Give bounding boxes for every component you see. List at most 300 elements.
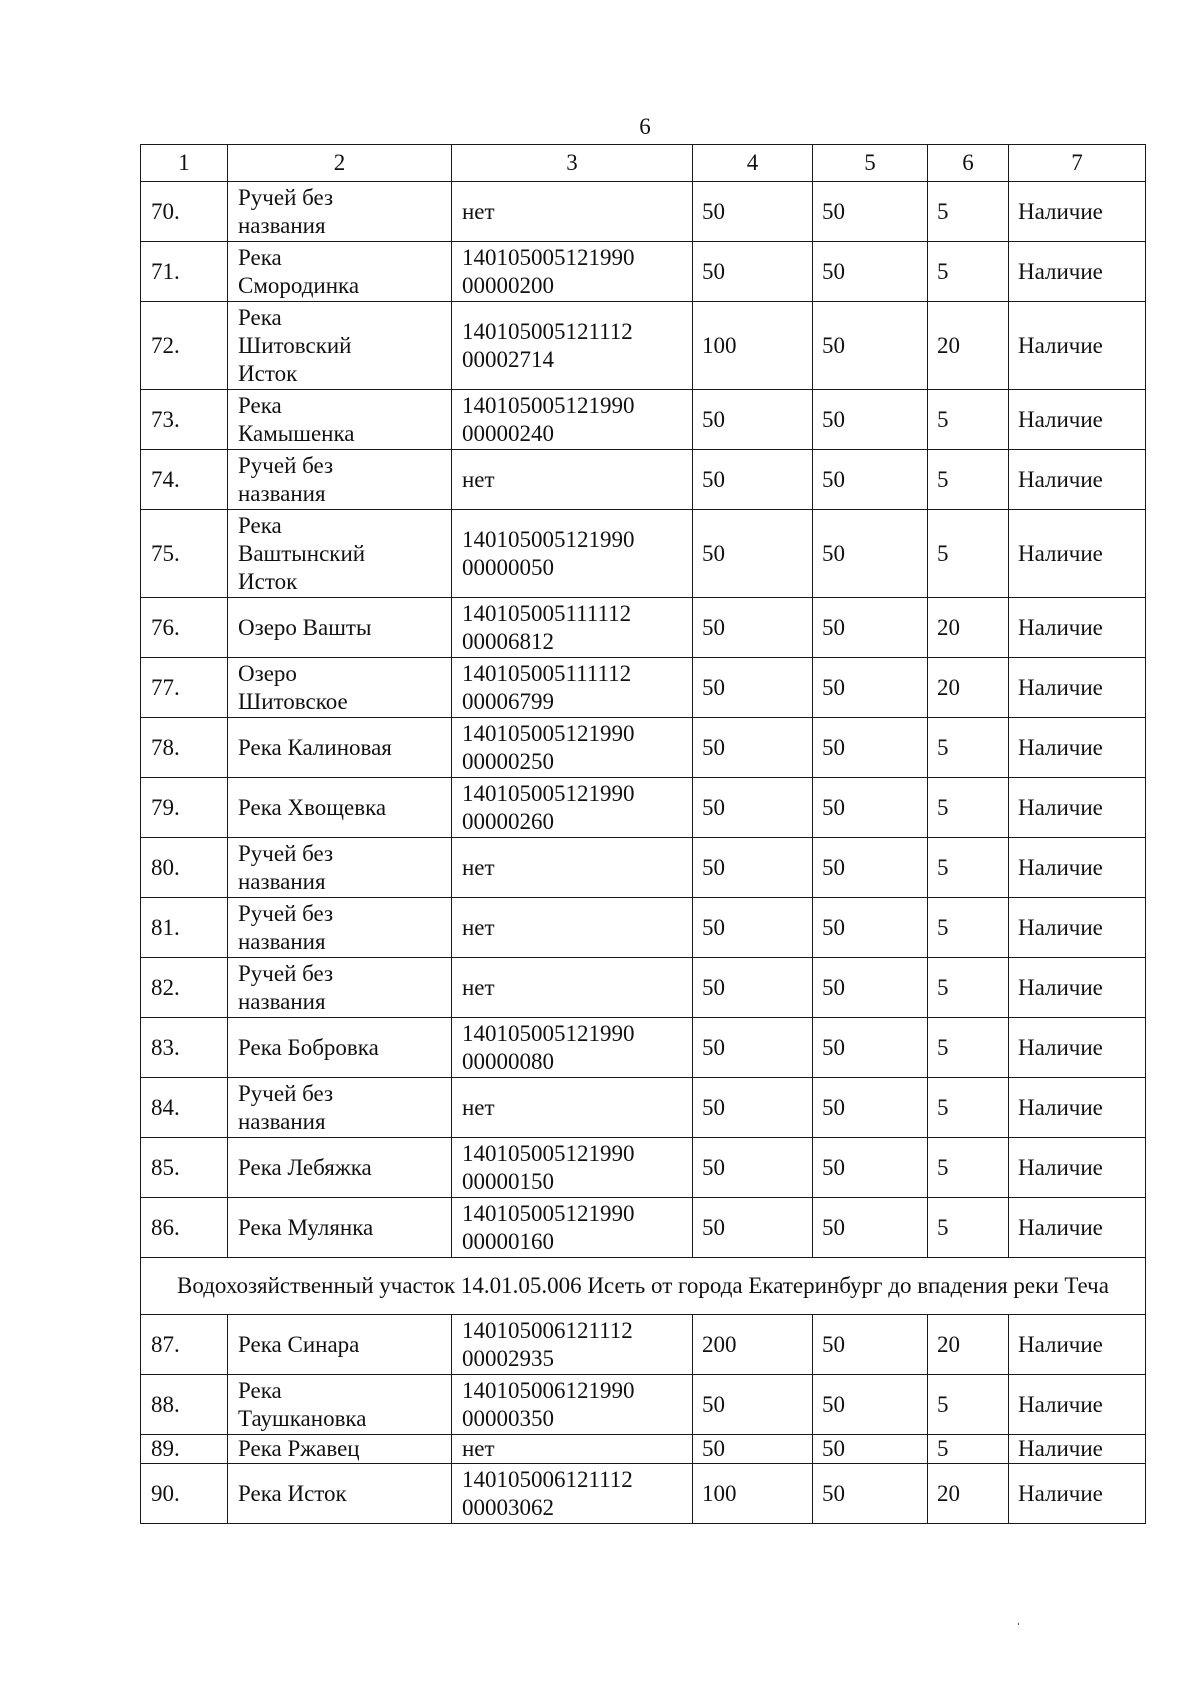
registry-code: нет <box>462 198 495 224</box>
water-body-name: Река Мулянка <box>238 1214 374 1240</box>
column-5-value: 50 <box>822 466 845 492</box>
water-body-name: Ручей без названия <box>238 452 334 506</box>
table-row <box>141 598 1146 658</box>
water-body-name: Река Камышенка <box>238 392 355 446</box>
column-4-value: 50 <box>702 614 725 640</box>
presence-status: Наличие <box>1018 1436 1103 1461</box>
registry-code-cell <box>452 1435 693 1464</box>
presence-status: Наличие <box>1018 1094 1103 1120</box>
column-6-value-cell <box>928 1198 1009 1258</box>
presence-status: Наличие <box>1018 406 1103 432</box>
registry-code: нет <box>462 466 495 492</box>
column-4-value-cell <box>693 1315 813 1375</box>
column-4-value-cell <box>693 598 813 658</box>
presence-status-cell <box>1009 302 1146 390</box>
row-number-cell <box>141 182 228 242</box>
table-row <box>141 510 1146 598</box>
row-number: 71. <box>151 258 180 284</box>
column-header: 4 <box>693 145 813 182</box>
column-4-value: 50 <box>702 1094 725 1120</box>
column-4-value-cell <box>693 898 813 958</box>
column-5-value: 50 <box>822 1214 845 1240</box>
column-6-value: 5 <box>937 466 949 492</box>
registry-code-cell <box>452 1018 693 1078</box>
column-5-value-cell <box>813 1464 928 1524</box>
table-row <box>141 390 1146 450</box>
water-body-name: Река Ржавец <box>238 1436 360 1461</box>
table-row <box>141 182 1146 242</box>
column-4-value: 100 <box>702 332 737 358</box>
table-row <box>141 718 1146 778</box>
row-number-cell <box>141 598 228 658</box>
registry-code-cell <box>452 390 693 450</box>
column-6-value-cell <box>928 1138 1009 1198</box>
presence-status: Наличие <box>1018 1214 1103 1240</box>
presence-status-cell <box>1009 1315 1146 1375</box>
column-5-value-cell <box>813 302 928 390</box>
registry-code-cell <box>452 242 693 302</box>
water-body-name-cell <box>228 1138 452 1198</box>
column-6-value: 5 <box>937 914 949 940</box>
row-number: 73. <box>151 406 180 432</box>
water-body-name-cell <box>228 1198 452 1258</box>
registry-code-cell <box>452 182 693 242</box>
water-body-name: Река Ваштынский Исток <box>238 512 366 594</box>
column-4-value: 50 <box>702 734 725 760</box>
column-5-value: 50 <box>822 1331 845 1357</box>
row-number-cell <box>141 658 228 718</box>
presence-status-cell <box>1009 242 1146 302</box>
column-6-value-cell <box>928 958 1009 1018</box>
row-number-cell <box>141 1198 228 1258</box>
row-number-cell <box>141 1375 228 1435</box>
column-6-value-cell <box>928 658 1009 718</box>
water-body-name-cell <box>228 658 452 718</box>
registry-code: 140105006121112 00002935 <box>462 1317 633 1371</box>
registry-code: 140105005121990 00000080 <box>462 1020 635 1074</box>
registry-code: 140105005121112 00002714 <box>462 318 633 372</box>
column-4-value-cell <box>693 1435 813 1464</box>
row-number: 88. <box>151 1391 180 1417</box>
table-row <box>141 838 1146 898</box>
registry-code: 140105005121990 00000160 <box>462 1200 635 1254</box>
column-6-value: 20 <box>937 1480 960 1506</box>
column-6-value: 5 <box>937 1391 949 1417</box>
presence-status-cell <box>1009 390 1146 450</box>
column-6-value-cell <box>928 450 1009 510</box>
water-body-name-cell <box>228 1315 452 1375</box>
row-number-cell <box>141 838 228 898</box>
presence-status: Наличие <box>1018 258 1103 284</box>
column-5-value-cell <box>813 838 928 898</box>
page-number: 6 <box>639 114 651 139</box>
row-number: 78. <box>151 734 180 760</box>
presence-status-cell <box>1009 838 1146 898</box>
column-6-value-cell <box>928 510 1009 598</box>
column-5-value-cell <box>813 658 928 718</box>
water-body-name-cell <box>228 390 452 450</box>
water-bodies-table <box>140 144 1146 1524</box>
column-6-value-cell <box>928 302 1009 390</box>
column-header: 7 <box>1009 145 1146 182</box>
row-number-cell <box>141 390 228 450</box>
table-row <box>141 302 1146 390</box>
column-6-value-cell <box>928 598 1009 658</box>
water-body-name-cell <box>228 1078 452 1138</box>
row-number: 84. <box>151 1094 180 1120</box>
row-number: 70. <box>151 198 180 224</box>
row-number: 76. <box>151 614 180 640</box>
column-5-value: 50 <box>822 614 845 640</box>
column-5-value: 50 <box>822 406 845 432</box>
column-5-value: 50 <box>822 540 845 566</box>
registry-code: нет <box>462 1436 495 1461</box>
presence-status: Наличие <box>1018 914 1103 940</box>
column-5-value: 50 <box>822 914 845 940</box>
water-body-name-cell <box>228 242 452 302</box>
water-body-name: Озеро Вашты <box>238 614 372 640</box>
column-6-value: 5 <box>937 1436 949 1461</box>
column-4-value-cell <box>693 1375 813 1435</box>
registry-code-cell <box>452 1315 693 1375</box>
presence-status-cell <box>1009 1078 1146 1138</box>
water-body-name: Озеро Шитовское <box>238 660 348 714</box>
presence-status: Наличие <box>1018 854 1103 880</box>
registry-code-cell <box>452 1198 693 1258</box>
column-5-value-cell <box>813 182 928 242</box>
column-6-value-cell <box>928 242 1009 302</box>
presence-status: Наличие <box>1018 614 1103 640</box>
presence-status-cell <box>1009 1375 1146 1435</box>
column-5-value-cell <box>813 1435 928 1464</box>
column-6-value: 5 <box>937 1094 949 1120</box>
column-6-value: 5 <box>937 540 949 566</box>
column-4-value: 50 <box>702 1391 725 1417</box>
column-5-value-cell <box>813 1078 928 1138</box>
registry-code: 140105005111112 00006812 <box>462 600 632 654</box>
column-6-value-cell <box>928 718 1009 778</box>
water-body-name: Ручей без названия <box>238 900 334 954</box>
presence-status-cell <box>1009 718 1146 778</box>
column-5-value-cell <box>813 718 928 778</box>
table-row <box>141 1078 1146 1138</box>
column-6-value: 5 <box>937 974 949 1000</box>
registry-code-cell <box>452 658 693 718</box>
row-number-cell <box>141 718 228 778</box>
registry-code: нет <box>462 974 495 1000</box>
registry-code-cell <box>452 958 693 1018</box>
water-body-name: Река Таушкановка <box>238 1377 367 1431</box>
registry-code: 140105005121990 00000200 <box>462 244 635 298</box>
water-body-name: Река Лебяжка <box>238 1154 372 1180</box>
registry-code: 140105005121990 00000260 <box>462 780 635 834</box>
table-body <box>141 145 1146 1524</box>
column-header: 1 <box>141 145 228 182</box>
row-number: 87. <box>151 1331 180 1357</box>
table-row <box>141 1198 1146 1258</box>
column-5-value-cell <box>813 1315 928 1375</box>
column-5-value-cell <box>813 1375 928 1435</box>
row-number-cell <box>141 778 228 838</box>
column-header: 3 <box>452 145 693 182</box>
column-4-value-cell <box>693 182 813 242</box>
water-body-name-cell <box>228 598 452 658</box>
column-4-value-cell <box>693 1078 813 1138</box>
water-body-name-cell <box>228 838 452 898</box>
column-4-value: 50 <box>702 854 725 880</box>
scan-mark: ˌ <box>1016 1611 1021 1626</box>
column-5-value-cell <box>813 450 928 510</box>
row-number: 82. <box>151 974 180 1000</box>
row-number: 90. <box>151 1480 180 1506</box>
column-5-value-cell <box>813 598 928 658</box>
registry-code-cell <box>452 510 693 598</box>
water-body-name: Река Хвощевка <box>238 794 387 820</box>
column-5-value: 50 <box>822 1480 845 1506</box>
presence-status: Наличие <box>1018 794 1103 820</box>
presence-status: Наличие <box>1018 540 1103 566</box>
section-title: Водохозяйственный участок 14.01.05.006 Исеть от города Екатеринбург до впадения реки Теча <box>141 1258 1146 1315</box>
column-6-value-cell <box>928 1375 1009 1435</box>
column-5-value: 50 <box>822 1154 845 1180</box>
section-row <box>141 1258 1146 1315</box>
registry-code-cell <box>452 302 693 390</box>
water-body-name: Ручей без названия <box>238 184 334 238</box>
column-6-value-cell <box>928 1078 1009 1138</box>
row-number: 83. <box>151 1034 180 1060</box>
registry-code: нет <box>462 914 495 940</box>
registry-code-cell <box>452 1464 693 1524</box>
presence-status-cell <box>1009 450 1146 510</box>
column-5-value-cell <box>813 1018 928 1078</box>
presence-status: Наличие <box>1018 332 1103 358</box>
column-5-value: 50 <box>822 1034 845 1060</box>
row-number: 77. <box>151 674 180 700</box>
water-body-name: Ручей без названия <box>238 1080 334 1134</box>
registry-code: нет <box>462 1094 495 1120</box>
table-row <box>141 958 1146 1018</box>
registry-code-cell <box>452 1138 693 1198</box>
column-4-value-cell <box>693 510 813 598</box>
presence-status-cell <box>1009 1435 1146 1464</box>
row-number: 72. <box>151 332 180 358</box>
table-row <box>141 898 1146 958</box>
column-4-value-cell <box>693 390 813 450</box>
row-number-cell <box>141 1078 228 1138</box>
water-body-name-cell <box>228 510 452 598</box>
column-4-value: 50 <box>702 1154 725 1180</box>
presence-status: Наличие <box>1018 674 1103 700</box>
water-body-name: Река Бобровка <box>238 1034 379 1060</box>
presence-status: Наличие <box>1018 1391 1103 1417</box>
water-body-name: Река Смородинка <box>238 244 360 298</box>
column-4-value-cell <box>693 302 813 390</box>
table-row <box>141 1435 1146 1464</box>
column-6-value-cell <box>928 838 1009 898</box>
column-4-value: 50 <box>702 466 725 492</box>
registry-code-cell <box>452 1375 693 1435</box>
registry-code-cell <box>452 1078 693 1138</box>
table-row <box>141 1375 1146 1435</box>
water-body-name-cell <box>228 778 452 838</box>
column-header: 5 <box>813 145 928 182</box>
table-header-row <box>141 145 1146 182</box>
table-row <box>141 1018 1146 1078</box>
column-5-value-cell <box>813 242 928 302</box>
water-body-name-cell <box>228 1018 452 1078</box>
registry-code-cell <box>452 838 693 898</box>
column-6-value-cell <box>928 1315 1009 1375</box>
column-5-value: 50 <box>822 734 845 760</box>
water-body-name-cell <box>228 450 452 510</box>
row-number: 80. <box>151 854 180 880</box>
column-6-value: 5 <box>937 1214 949 1240</box>
column-4-value: 50 <box>702 1436 725 1461</box>
water-body-name: Река Калиновая <box>238 734 392 760</box>
column-4-value-cell <box>693 1198 813 1258</box>
presence-status: Наличие <box>1018 466 1103 492</box>
presence-status: Наличие <box>1018 198 1103 224</box>
column-5-value: 50 <box>822 332 845 358</box>
column-4-value: 50 <box>702 1214 725 1240</box>
column-5-value: 50 <box>822 794 845 820</box>
column-header: 2 <box>228 145 452 182</box>
column-6-value: 5 <box>937 1154 949 1180</box>
presence-status-cell <box>1009 658 1146 718</box>
registry-code: нет <box>462 854 495 880</box>
presence-status-cell <box>1009 1138 1146 1198</box>
column-4-value: 50 <box>702 540 725 566</box>
column-6-value: 20 <box>937 332 960 358</box>
column-5-value-cell <box>813 778 928 838</box>
column-4-value-cell <box>693 718 813 778</box>
registry-code-cell <box>452 718 693 778</box>
column-4-value-cell <box>693 1138 813 1198</box>
water-body-name-cell <box>228 182 452 242</box>
column-5-value: 50 <box>822 974 845 1000</box>
column-6-value: 5 <box>937 854 949 880</box>
water-body-name-cell <box>228 1464 452 1524</box>
column-4-value-cell <box>693 958 813 1018</box>
column-6-value: 5 <box>937 198 949 224</box>
column-4-value: 50 <box>702 794 725 820</box>
presence-status: Наличие <box>1018 1154 1103 1180</box>
column-5-value-cell <box>813 1138 928 1198</box>
column-6-value-cell <box>928 778 1009 838</box>
column-4-value-cell <box>693 242 813 302</box>
column-6-value: 20 <box>937 674 960 700</box>
column-6-value-cell <box>928 390 1009 450</box>
row-number: 81. <box>151 914 180 940</box>
registry-code: 140105005121990 00000150 <box>462 1140 635 1194</box>
row-number-cell <box>141 898 228 958</box>
registry-code: 140105005111112 00006799 <box>462 660 632 714</box>
column-4-value: 200 <box>702 1331 737 1357</box>
column-5-value-cell <box>813 1198 928 1258</box>
row-number: 85. <box>151 1154 180 1180</box>
presence-status-cell <box>1009 510 1146 598</box>
column-4-value: 50 <box>702 198 725 224</box>
row-number-cell <box>141 1315 228 1375</box>
table-row <box>141 450 1146 510</box>
column-6-value-cell <box>928 1464 1009 1524</box>
presence-status: Наличие <box>1018 734 1103 760</box>
column-4-value: 100 <box>702 1480 737 1506</box>
presence-status: Наличие <box>1018 974 1103 1000</box>
row-number-cell <box>141 510 228 598</box>
presence-status-cell <box>1009 778 1146 838</box>
column-4-value: 50 <box>702 974 725 1000</box>
column-6-value-cell <box>928 898 1009 958</box>
column-6-value-cell <box>928 1435 1009 1464</box>
presence-status-cell <box>1009 1018 1146 1078</box>
table-row <box>141 1138 1146 1198</box>
row-number: 79. <box>151 794 180 820</box>
column-4-value: 50 <box>702 1034 725 1060</box>
table-row <box>141 1315 1146 1375</box>
water-body-name-cell <box>228 302 452 390</box>
row-number: 74. <box>151 466 180 492</box>
water-body-name-cell <box>228 718 452 778</box>
column-4-value: 50 <box>702 406 725 432</box>
column-5-value: 50 <box>822 1094 845 1120</box>
presence-status-cell <box>1009 1464 1146 1524</box>
column-6-value: 20 <box>937 1331 960 1357</box>
presence-status-cell <box>1009 598 1146 658</box>
column-5-value-cell <box>813 958 928 1018</box>
row-number-cell <box>141 1018 228 1078</box>
registry-code-cell <box>452 450 693 510</box>
presence-status-cell <box>1009 182 1146 242</box>
table-row <box>141 1464 1146 1524</box>
water-body-name: Река Шитовский Исток <box>238 304 352 386</box>
row-number-cell <box>141 1138 228 1198</box>
registry-code: 140105005121990 00000240 <box>462 392 635 446</box>
column-4-value: 50 <box>702 674 725 700</box>
table-row <box>141 242 1146 302</box>
row-number-cell <box>141 1464 228 1524</box>
water-body-name-cell <box>228 1435 452 1464</box>
column-4-value: 50 <box>702 258 725 284</box>
table-row <box>141 778 1146 838</box>
row-number-cell <box>141 302 228 390</box>
column-4-value-cell <box>693 450 813 510</box>
column-5-value: 50 <box>822 258 845 284</box>
registry-code: 140105006121112 00003062 <box>462 1466 633 1520</box>
column-5-value: 50 <box>822 1391 845 1417</box>
column-6-value: 5 <box>937 1034 949 1060</box>
column-6-value: 5 <box>937 258 949 284</box>
row-number: 89. <box>151 1436 180 1461</box>
row-number: 75. <box>151 540 180 566</box>
column-5-value: 50 <box>822 1436 845 1461</box>
row-number-cell <box>141 958 228 1018</box>
presence-status-cell <box>1009 898 1146 958</box>
presence-status-cell <box>1009 1198 1146 1258</box>
registry-code: 140105006121990 00000350 <box>462 1377 635 1431</box>
column-4-value-cell <box>693 1464 813 1524</box>
column-4-value-cell <box>693 838 813 898</box>
water-body-name: Река Синара <box>238 1331 360 1357</box>
column-6-value-cell <box>928 182 1009 242</box>
row-number-cell <box>141 450 228 510</box>
row-number-cell <box>141 242 228 302</box>
water-body-name-cell <box>228 1375 452 1435</box>
column-6-value: 20 <box>937 614 960 640</box>
column-5-value: 50 <box>822 198 845 224</box>
column-4-value-cell <box>693 658 813 718</box>
column-6-value: 5 <box>937 734 949 760</box>
